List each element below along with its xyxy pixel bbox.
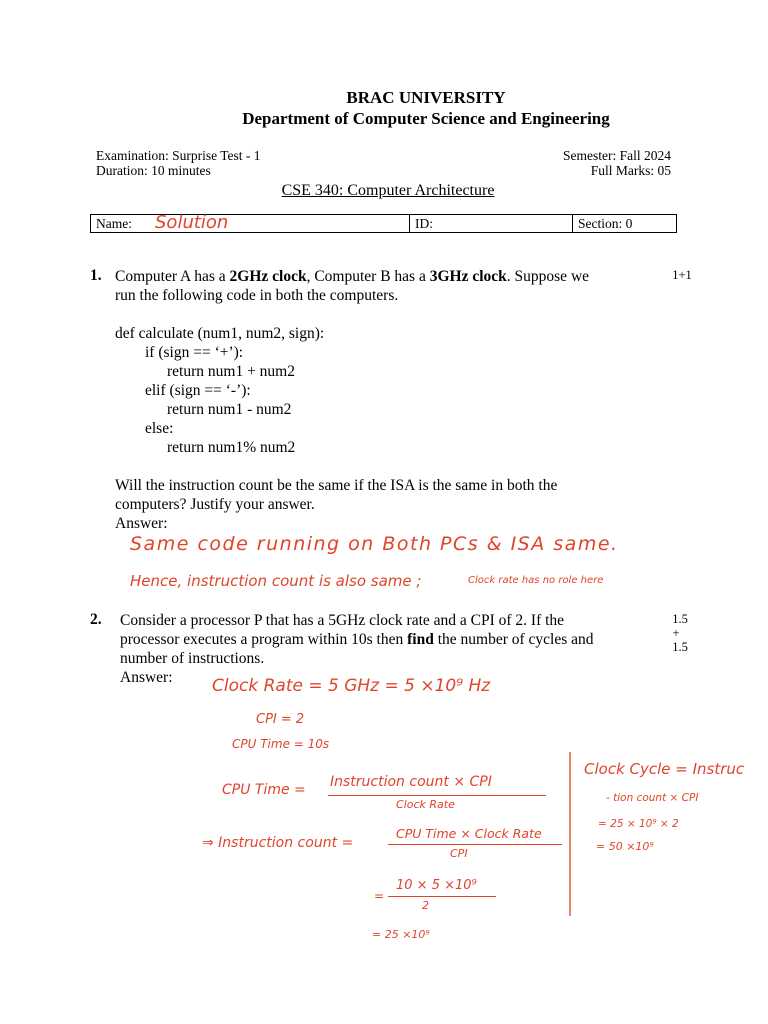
hand-eq1-denominator: Clock Rate xyxy=(396,798,455,811)
question-1-text-line2: run the following code in both the computers. xyxy=(115,287,399,304)
hand-eq1-numerator: Instruction count × CPI xyxy=(330,774,492,790)
department-title: Department of Computer Science and Engineering xyxy=(242,109,610,128)
code-line-7: return num1% num2 xyxy=(167,439,296,456)
full-marks-label: Full Marks: 05 xyxy=(590,163,671,178)
hand-cpu-time: CPU Time = 10s xyxy=(232,737,330,751)
section-label: Section: 0 xyxy=(578,216,633,231)
hand-eq1-lhs: CPU Time = xyxy=(222,782,306,798)
duration-label: Duration: 10 minutes xyxy=(96,163,211,178)
hand-side-product: = 25 × 10⁹ × 2 xyxy=(598,818,679,830)
question-2-marks-plus: + xyxy=(672,626,680,640)
course-title: CSE 340: Computer Architecture xyxy=(281,182,495,199)
code-line-1: def calculate (num1, num2, sign): xyxy=(115,325,325,342)
id-label: ID: xyxy=(415,216,433,231)
code-line-4: elif (sign == ‘-’): xyxy=(145,382,251,399)
university-title: BRAC UNIVERSITY xyxy=(346,88,506,107)
q1-handwritten-answer-line2a: Hence, instruction count is also same ; xyxy=(130,572,422,590)
code-line-5: return num1 - num2 xyxy=(167,401,292,418)
question-1-number: 1. xyxy=(90,267,102,284)
question-1-prompt-line2: computers? Justify your answer. xyxy=(115,496,315,513)
examination-label: Examination: Surprise Test - 1 xyxy=(96,148,261,163)
hand-eq2-numerator: CPU Time × Clock Rate xyxy=(396,826,542,841)
question-2-number: 2. xyxy=(90,611,102,628)
question-2-answer-label: Answer: xyxy=(120,669,173,686)
q1-handwritten-answer-line1: Same code running on Both PCs & ISA same. xyxy=(130,533,619,555)
question-2-marks-top: 1.5 xyxy=(672,612,688,626)
question-1-answer-label: Answer: xyxy=(115,515,168,532)
hand-eq4: = 25 ×10⁹ xyxy=(372,928,430,941)
hand-side-clock-cycle: Clock Cycle = Instruc xyxy=(584,760,745,778)
question-2-text-line2: processor executes a program within 10s then find the number of cycles and xyxy=(120,631,594,648)
hand-cpi: CPI = 2 xyxy=(256,712,305,727)
name-label: Name: xyxy=(96,216,132,231)
question-2-text-line1: Consider a processor P that has a 5GHz clock rate and a CPI of 2. If the xyxy=(120,612,565,629)
code-line-2: if (sign == ‘+’): xyxy=(145,344,244,361)
question-1-text-line1: Computer A has a 2GHz clock, Computer B has a 3GHz clock. Suppose we xyxy=(115,268,590,285)
name-handwritten-value: Solution xyxy=(155,212,229,233)
hand-eq3-equals: = xyxy=(374,889,385,903)
hand-eq2-denominator: CPI xyxy=(450,847,468,860)
question-1-marks: 1+1 xyxy=(672,268,692,282)
question-2-text-line3: number of instructions. xyxy=(120,650,265,667)
question-2-marks-bottom: 1.5 xyxy=(672,640,688,654)
hand-side-instruction-count: - tion count × CPI xyxy=(606,792,699,804)
code-line-3: return num1 + num2 xyxy=(167,363,295,380)
hand-side-result: = 50 ×10⁹ xyxy=(596,840,654,853)
hand-eq3-denominator: 2 xyxy=(422,899,429,912)
semester-label: Semester: Fall 2024 xyxy=(563,148,671,163)
hand-eq3-numerator: 10 × 5 ×10⁹ xyxy=(396,878,477,893)
q1-handwritten-answer-line2b: Clock rate has no role here xyxy=(468,575,604,586)
question-1-prompt-line1: Will the instruction count be the same if the ISA is the same in both the xyxy=(115,477,558,494)
hand-clock-rate: Clock Rate = 5 GHz = 5 ×10⁹ Hz xyxy=(212,676,491,696)
code-line-6: else: xyxy=(145,420,174,437)
hand-eq2-lhs: ⇒ Instruction count = xyxy=(202,835,354,851)
